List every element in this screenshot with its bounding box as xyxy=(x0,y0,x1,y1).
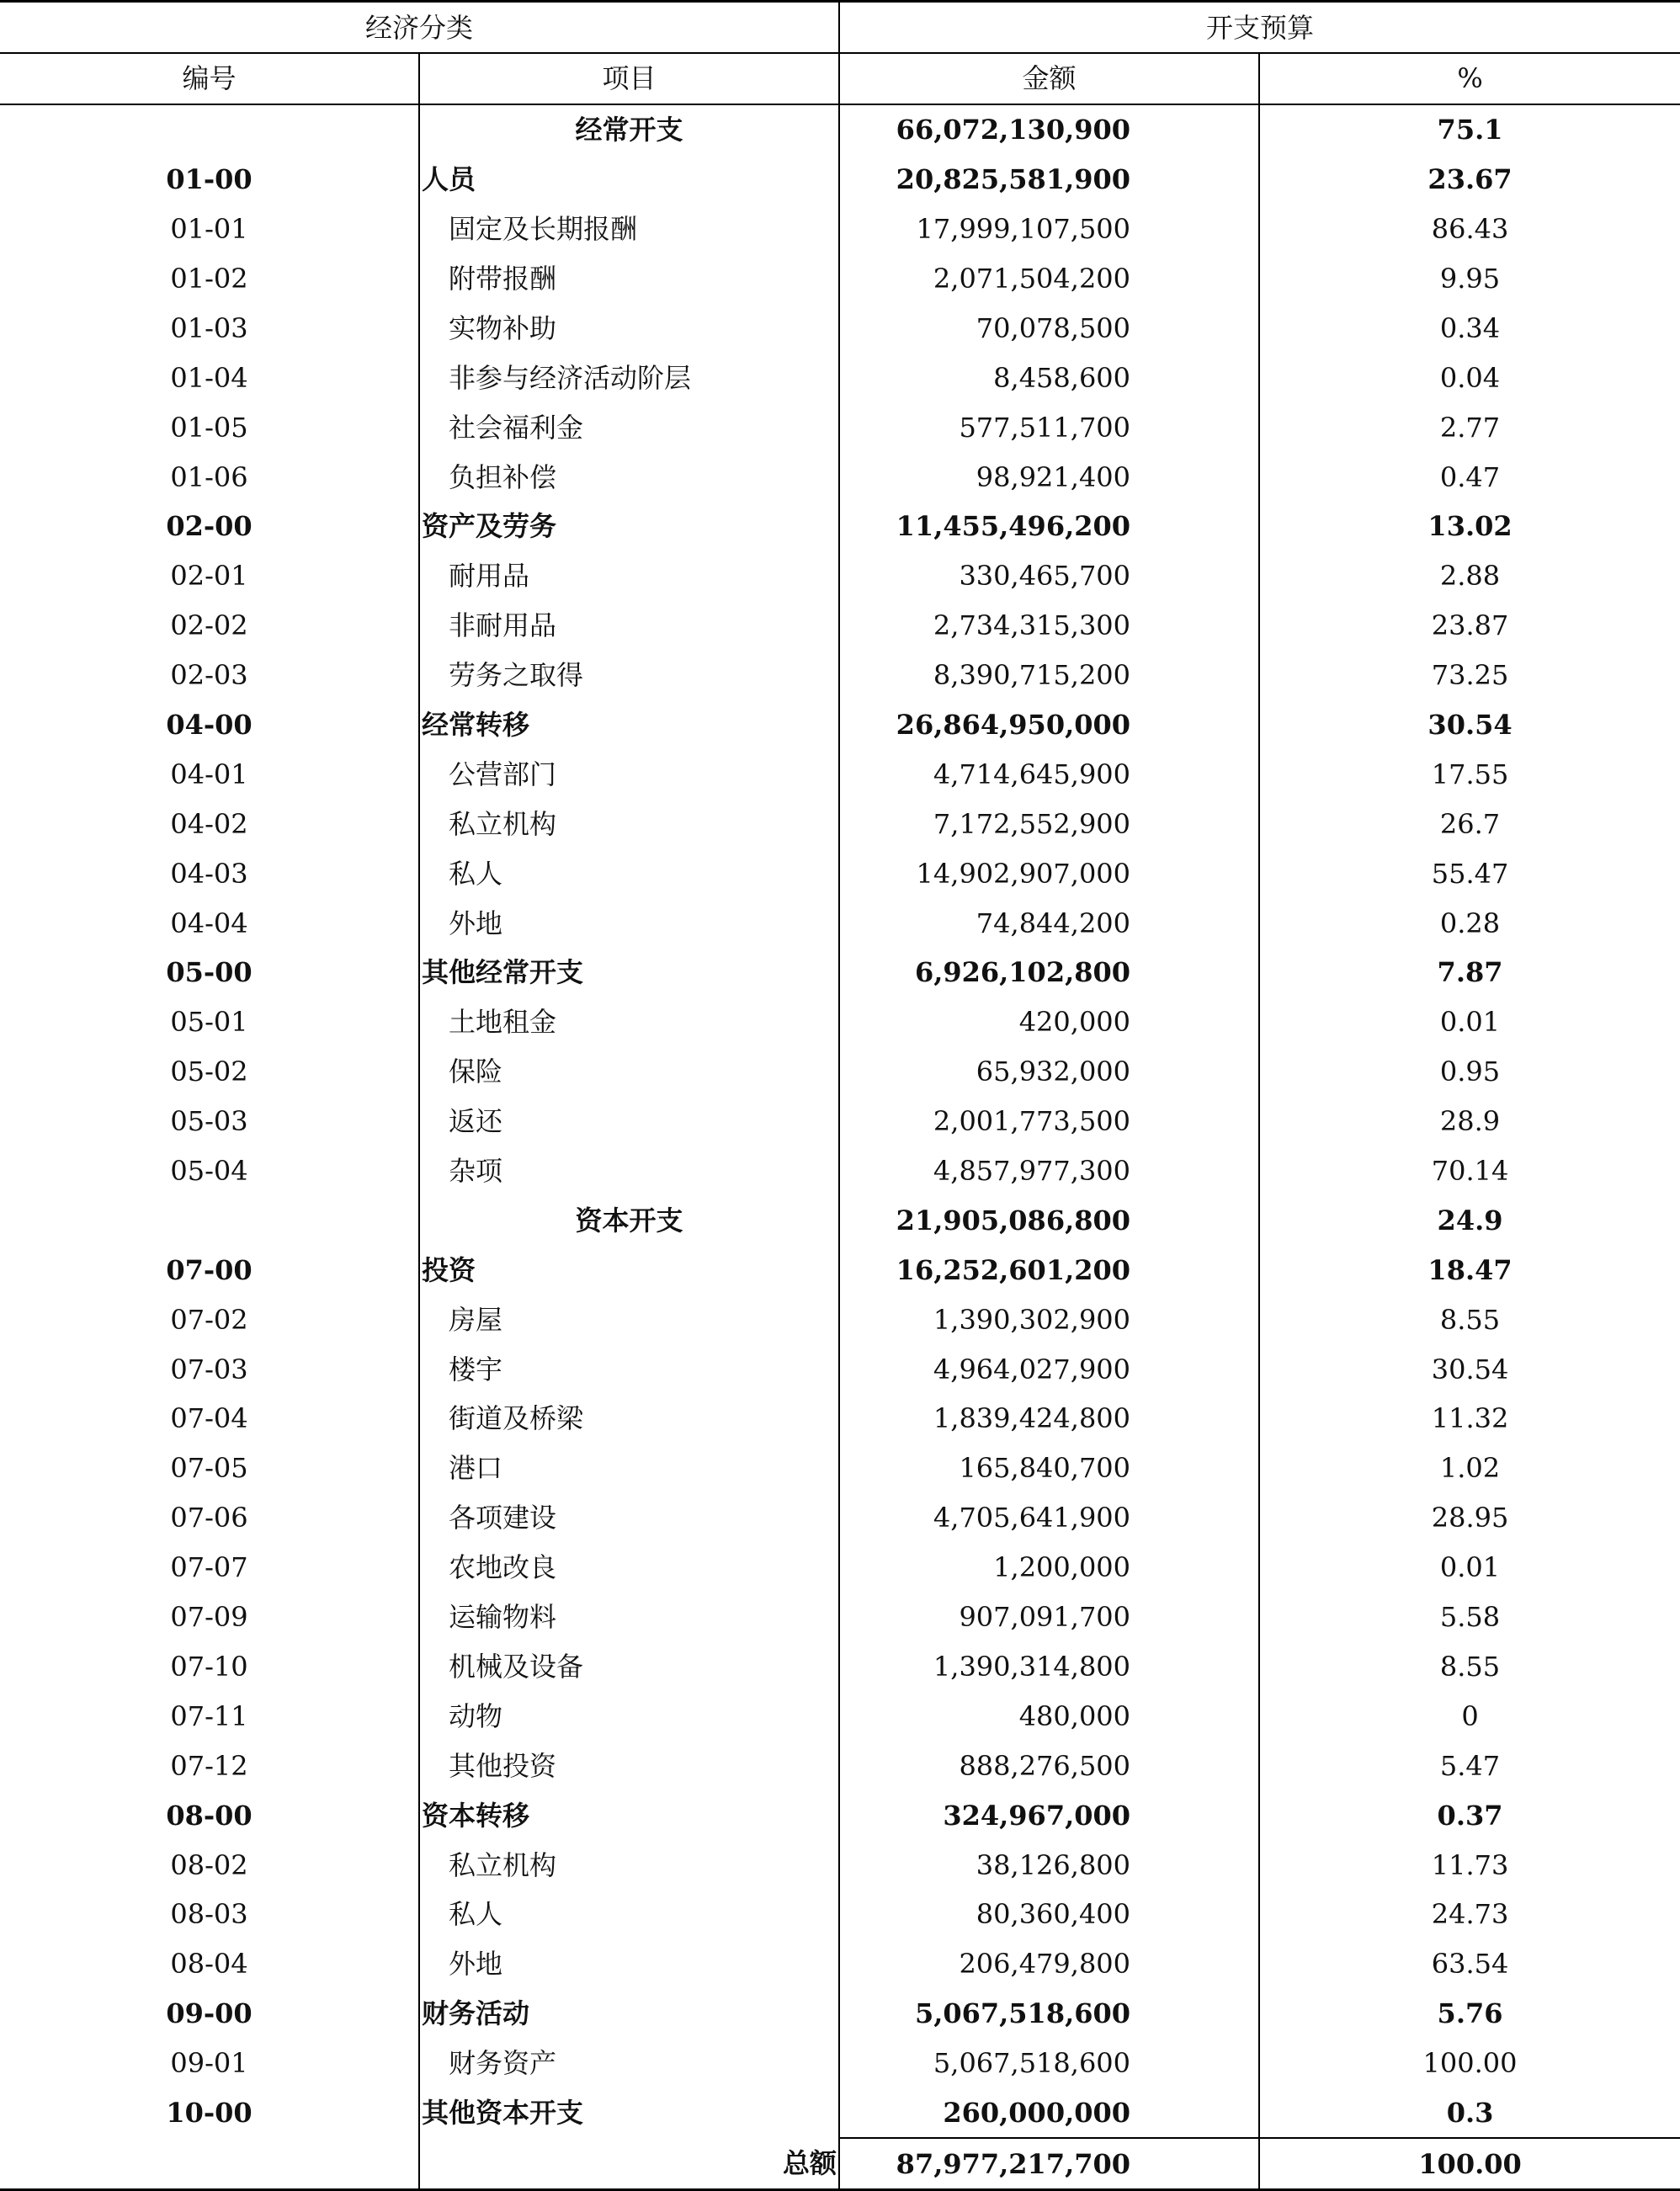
row-amount: 1,390,302,900 xyxy=(839,1295,1259,1344)
row-item: 私立机构 xyxy=(419,799,839,848)
row-percent: 55.47 xyxy=(1259,848,1680,898)
table-row xyxy=(0,155,1680,205)
table-row xyxy=(0,353,1680,402)
table-row xyxy=(0,1146,1680,1196)
total-row xyxy=(0,2138,1680,2189)
row-item: 经常转移 xyxy=(419,700,839,750)
row-code: 07-03 xyxy=(170,1353,248,1385)
row-item: 人员 xyxy=(419,155,839,205)
table-row xyxy=(0,1097,1680,1146)
table-row xyxy=(0,104,1680,155)
row-amount: 8,390,715,200 xyxy=(839,651,1259,700)
table-row xyxy=(0,1939,1680,1989)
row-percent: 1.02 xyxy=(1259,1444,1680,1493)
row-item: 经常开支 xyxy=(419,104,839,155)
row-amount: 16,252,601,200 xyxy=(839,1245,1259,1295)
table-row xyxy=(0,1195,1680,1245)
row-item: 外地 xyxy=(419,898,839,948)
row-code: 01-01 xyxy=(170,213,248,246)
table-row xyxy=(0,1890,1680,1939)
row-percent: 86.43 xyxy=(1259,205,1680,254)
row-code: 04-04 xyxy=(170,907,248,939)
row-amount: 11,455,496,200 xyxy=(839,502,1259,551)
row-code: 02-01 xyxy=(170,560,248,593)
row-item: 农地改良 xyxy=(419,1543,839,1593)
row-code: 05-02 xyxy=(170,1056,248,1088)
row-percent: 26.7 xyxy=(1259,799,1680,848)
row-amount: 480,000 xyxy=(839,1691,1259,1741)
row-amount: 74,844,200 xyxy=(839,898,1259,948)
row-amount: 20,825,581,900 xyxy=(839,155,1259,205)
table-row xyxy=(0,1790,1680,1840)
row-code: 01-05 xyxy=(170,411,248,444)
row-amount: 6,926,102,800 xyxy=(839,948,1259,997)
row-amount: 1,839,424,800 xyxy=(839,1394,1259,1444)
row-code xyxy=(0,2138,419,2189)
table-row xyxy=(0,1344,1680,1394)
row-code: 01-06 xyxy=(170,460,248,493)
row-code: 07-06 xyxy=(170,1502,248,1534)
row-item: 外地 xyxy=(419,1939,839,1989)
table-row xyxy=(0,700,1680,750)
row-percent: 100.00 xyxy=(1259,2039,1680,2088)
row-item: 公营部门 xyxy=(419,749,839,799)
row-code: 07-10 xyxy=(170,1650,248,1683)
row-percent: 11.73 xyxy=(1259,1840,1680,1890)
row-amount: 2,001,773,500 xyxy=(839,1097,1259,1146)
row-code: 07-07 xyxy=(170,1551,248,1584)
row-amount: 165,840,700 xyxy=(839,1444,1259,1493)
row-percent: 0.3 xyxy=(1259,2088,1680,2139)
row-item: 其他资本开支 xyxy=(419,2088,839,2139)
row-amount: 4,714,645,900 xyxy=(839,749,1259,799)
table-row xyxy=(0,2088,1680,2139)
row-item: 杂项 xyxy=(419,1146,839,1196)
row-code: 07-09 xyxy=(170,1601,248,1634)
row-code xyxy=(0,1195,419,1245)
table-row xyxy=(0,848,1680,898)
row-item: 动物 xyxy=(419,1691,839,1741)
row-percent: 0.04 xyxy=(1259,353,1680,402)
header-code: 编号 xyxy=(0,53,419,104)
row-code: 07-04 xyxy=(170,1402,248,1435)
table-row xyxy=(0,1245,1680,1295)
header-item: 项目 xyxy=(419,53,839,104)
row-item: 街道及桥梁 xyxy=(419,1394,839,1444)
row-code: 10-00 xyxy=(166,2097,253,2130)
row-item: 耐用品 xyxy=(419,551,839,601)
row-amount: 2,734,315,300 xyxy=(839,601,1259,651)
row-percent: 0.95 xyxy=(1259,1047,1680,1097)
row-item: 财务活动 xyxy=(419,1989,839,2039)
row-code: 04-01 xyxy=(170,758,248,790)
row-code: 01-02 xyxy=(170,263,248,295)
row-amount: 324,967,000 xyxy=(839,1790,1259,1840)
row-percent: 2.88 xyxy=(1259,551,1680,601)
row-item: 财务资产 xyxy=(419,2039,839,2088)
table-row xyxy=(0,1543,1680,1593)
row-amount: 98,921,400 xyxy=(839,452,1259,502)
row-percent: 24.9 xyxy=(1259,1195,1680,1245)
row-percent: 9.95 xyxy=(1259,254,1680,304)
row-item: 负担补偿 xyxy=(419,452,839,502)
table-row xyxy=(0,1047,1680,1097)
table-row xyxy=(0,205,1680,254)
row-percent: 5.58 xyxy=(1259,1593,1680,1642)
row-code: 07-05 xyxy=(170,1452,248,1485)
row-amount: 70,078,500 xyxy=(839,303,1259,353)
row-percent: 2.77 xyxy=(1259,402,1680,452)
row-percent: 11.32 xyxy=(1259,1394,1680,1444)
row-item: 非耐用品 xyxy=(419,601,839,651)
row-amount: 7,172,552,900 xyxy=(839,799,1259,848)
row-code: 09-00 xyxy=(166,1997,253,2030)
row-percent: 70.14 xyxy=(1259,1146,1680,1196)
row-amount: 5,067,518,600 xyxy=(839,2039,1259,2088)
row-item: 固定及长期报酬 xyxy=(419,205,839,254)
row-amount: 80,360,400 xyxy=(839,1890,1259,1939)
row-amount: 2,071,504,200 xyxy=(839,254,1259,304)
row-amount: 1,200,000 xyxy=(839,1543,1259,1593)
row-code: 04-03 xyxy=(170,857,248,890)
row-code: 01-04 xyxy=(170,361,248,394)
row-item: 附带报酬 xyxy=(419,254,839,304)
row-item: 非参与经济活动阶层 xyxy=(419,353,839,402)
row-amount: 21,905,086,800 xyxy=(839,1195,1259,1245)
table-row xyxy=(0,1840,1680,1890)
row-code: 05-00 xyxy=(166,956,253,989)
table-row xyxy=(0,1295,1680,1344)
row-amount: 66,072,130,900 xyxy=(839,104,1259,155)
row-amount: 206,479,800 xyxy=(839,1939,1259,1989)
row-item: 各项建设 xyxy=(419,1493,839,1543)
row-code: 08-03 xyxy=(170,1898,248,1931)
row-percent: 0.47 xyxy=(1259,452,1680,502)
row-code: 08-00 xyxy=(166,1799,253,1832)
table-row xyxy=(0,1593,1680,1642)
row-code: 08-02 xyxy=(170,1848,248,1881)
row-code: 07-02 xyxy=(170,1303,248,1336)
table-row xyxy=(0,1642,1680,1692)
row-item: 资本开支 xyxy=(419,1195,839,1245)
row-amount: 4,857,977,300 xyxy=(839,1146,1259,1196)
row-item: 机械及设备 xyxy=(419,1642,839,1692)
header-economic-classification: 经济分类 xyxy=(0,2,839,54)
table-row xyxy=(0,402,1680,452)
row-item: 其他经常开支 xyxy=(419,948,839,997)
row-code: 04-02 xyxy=(170,807,248,840)
row-percent: 73.25 xyxy=(1259,651,1680,700)
row-percent: 0 xyxy=(1259,1691,1680,1741)
row-code: 05-01 xyxy=(170,1006,248,1039)
row-amount: 1,390,314,800 xyxy=(839,1642,1259,1692)
row-code: 04-00 xyxy=(166,709,253,742)
row-item: 私立机构 xyxy=(419,1840,839,1890)
row-code: 01-00 xyxy=(166,163,253,196)
table-row xyxy=(0,601,1680,651)
row-item: 保险 xyxy=(419,1047,839,1097)
header-percent: % xyxy=(1259,53,1680,104)
table-row xyxy=(0,1989,1680,2039)
row-item: 港口 xyxy=(419,1444,839,1493)
row-item: 资产及劳务 xyxy=(419,502,839,551)
row-item: 房屋 xyxy=(419,1295,839,1344)
table-row xyxy=(0,749,1680,799)
row-item: 楼宇 xyxy=(419,1344,839,1394)
row-item: 社会福利金 xyxy=(419,402,839,452)
row-amount: 65,932,000 xyxy=(839,1047,1259,1097)
row-amount: 907,091,700 xyxy=(839,1593,1259,1642)
table-row xyxy=(0,997,1680,1047)
table-row xyxy=(0,551,1680,601)
table-row xyxy=(0,651,1680,700)
table-row xyxy=(0,254,1680,304)
row-percent: 23.67 xyxy=(1259,155,1680,205)
row-amount: 4,705,641,900 xyxy=(839,1493,1259,1543)
table-row xyxy=(0,452,1680,502)
table-row xyxy=(0,2039,1680,2088)
table-row xyxy=(0,1741,1680,1790)
row-item: 返还 xyxy=(419,1097,839,1146)
table-row xyxy=(0,948,1680,997)
row-item: 土地租金 xyxy=(419,997,839,1047)
table-row xyxy=(0,502,1680,551)
table-row xyxy=(0,1493,1680,1543)
row-percent: 75.1 xyxy=(1259,104,1680,155)
row-item: 私人 xyxy=(419,1890,839,1939)
row-amount: 14,902,907,000 xyxy=(839,848,1259,898)
row-code: 07-00 xyxy=(166,1253,253,1286)
row-item: 资本转移 xyxy=(419,1790,839,1840)
row-code: 08-04 xyxy=(170,1948,248,1981)
row-percent: 24.73 xyxy=(1259,1890,1680,1939)
row-percent: 30.54 xyxy=(1259,1344,1680,1394)
row-amount: 330,465,700 xyxy=(839,551,1259,601)
row-percent: 28.95 xyxy=(1259,1493,1680,1543)
table-row xyxy=(0,303,1680,353)
row-percent: 0.01 xyxy=(1259,997,1680,1047)
row-code: 02-02 xyxy=(170,609,248,642)
row-code: 07-11 xyxy=(170,1699,248,1732)
table-body xyxy=(0,104,1680,2190)
row-code: 09-01 xyxy=(170,2047,248,2080)
header-amount: 金额 xyxy=(839,53,1259,104)
table-row xyxy=(0,1691,1680,1741)
row-percent: 5.76 xyxy=(1259,1989,1680,2039)
row-code: 02-00 xyxy=(166,510,253,543)
row-amount: 4,964,027,900 xyxy=(839,1344,1259,1394)
row-percent: 8.55 xyxy=(1259,1642,1680,1692)
row-percent: 30.54 xyxy=(1259,700,1680,750)
row-amount: 577,511,700 xyxy=(839,402,1259,452)
row-item: 投资 xyxy=(419,1245,839,1295)
row-percent: 23.87 xyxy=(1259,601,1680,651)
table-header xyxy=(0,2,1680,104)
row-code: 05-04 xyxy=(170,1155,248,1188)
row-percent: 0.34 xyxy=(1259,303,1680,353)
table-row xyxy=(0,1444,1680,1493)
row-percent: 7.87 xyxy=(1259,948,1680,997)
row-percent: 0.28 xyxy=(1259,898,1680,948)
row-percent: 5.47 xyxy=(1259,1741,1680,1790)
row-percent: 8.55 xyxy=(1259,1295,1680,1344)
row-amount: 8,458,600 xyxy=(839,353,1259,402)
row-amount: 17,999,107,500 xyxy=(839,205,1259,254)
row-item: 总额 xyxy=(419,2138,839,2189)
row-code: 05-03 xyxy=(170,1105,248,1138)
header-row-columns xyxy=(0,53,1680,104)
row-amount: 420,000 xyxy=(839,997,1259,1047)
row-item: 劳务之取得 xyxy=(419,651,839,700)
row-percent: 13.02 xyxy=(1259,502,1680,551)
row-percent: 0.37 xyxy=(1259,1790,1680,1840)
row-percent: 0.01 xyxy=(1259,1543,1680,1593)
row-item: 私人 xyxy=(419,848,839,898)
row-percent: 28.9 xyxy=(1259,1097,1680,1146)
row-item: 运输物料 xyxy=(419,1593,839,1642)
row-code: 07-12 xyxy=(170,1749,248,1782)
row-percent: 17.55 xyxy=(1259,749,1680,799)
row-item: 实物补助 xyxy=(419,303,839,353)
table-row xyxy=(0,1394,1680,1444)
row-amount: 38,126,800 xyxy=(839,1840,1259,1890)
row-percent: 63.54 xyxy=(1259,1939,1680,1989)
header-row-groups xyxy=(0,2,1680,54)
header-expenditure-budget: 开支预算 xyxy=(839,2,1680,54)
row-amount: 260,000,000 xyxy=(839,2088,1259,2139)
row-amount: 87,977,217,700 xyxy=(839,2138,1259,2189)
table-row xyxy=(0,898,1680,948)
row-percent: 100.00 xyxy=(1259,2138,1680,2189)
row-code: 02-03 xyxy=(170,659,248,692)
row-percent: 18.47 xyxy=(1259,1245,1680,1295)
row-amount: 888,276,500 xyxy=(839,1741,1259,1790)
row-amount: 5,067,518,600 xyxy=(839,1989,1259,2039)
row-amount: 26,864,950,000 xyxy=(839,700,1259,750)
row-code: 01-03 xyxy=(170,311,248,344)
row-code xyxy=(0,104,419,155)
table-row xyxy=(0,799,1680,848)
row-item: 其他投资 xyxy=(419,1741,839,1790)
